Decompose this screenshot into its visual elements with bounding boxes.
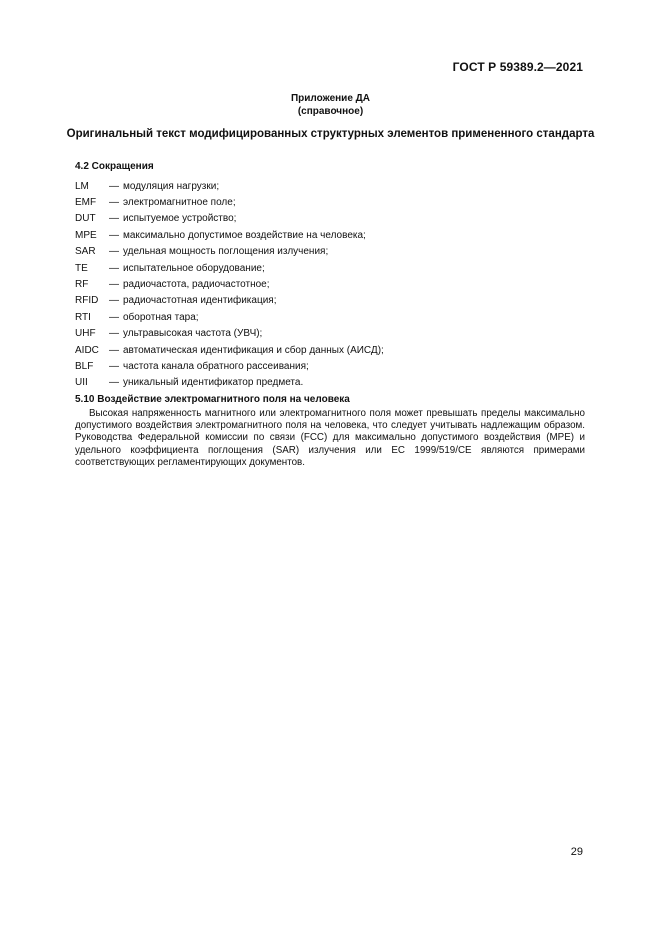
abbreviation-dash: — bbox=[109, 328, 119, 340]
abbreviation-dash: — bbox=[109, 262, 119, 274]
abbreviation-dash: — bbox=[109, 360, 119, 372]
abbreviation-row bbox=[75, 375, 595, 391]
abbreviation-row bbox=[75, 293, 595, 309]
abbreviation-term: BLF bbox=[75, 360, 94, 372]
abbreviation-dash: — bbox=[109, 279, 119, 291]
appendix-subtitle: (справочное) bbox=[297, 106, 364, 117]
abbreviation-row bbox=[75, 227, 595, 243]
abbreviation-term: AIDC bbox=[75, 344, 99, 356]
abbreviation-definition: ультравысокая частота (УВЧ); bbox=[123, 328, 263, 340]
appendix-heading bbox=[0, 92, 661, 118]
section-5-10-paragraph: Высокая напряженность магнитного или электромагнитного поля может превышать пределы максимально допустимого воздействия электромагнитного поля на человека, что следует учитывать надлежащим образом. Руководства Федеральной комиссии по связи (FCC) для максимально допустимого воздействия (MPE) и удельного коэффициента поглощения (SAR) излучения или ЕС 1999/519/СЕ являются примерами соответствующих регламентирующих документов. bbox=[75, 408, 585, 468]
abbreviation-dash: — bbox=[109, 246, 119, 258]
abbreviation-term: UHF bbox=[75, 328, 96, 340]
abbreviation-row bbox=[75, 358, 595, 374]
abbreviation-term: TE bbox=[75, 262, 88, 274]
abbreviation-term: LM bbox=[75, 180, 89, 192]
section-5-10-heading: 5.10 Воздействие электромагнитного поля на человека bbox=[75, 394, 350, 405]
abbreviation-definition: автоматическая идентификация и сбор данных (АИСД); bbox=[123, 344, 384, 356]
abbreviation-row bbox=[75, 260, 595, 276]
abbreviation-term: SAR bbox=[75, 246, 96, 258]
abbreviation-term: MPE bbox=[75, 229, 97, 241]
abbreviation-definition: испытательное оборудование; bbox=[123, 262, 265, 274]
abbreviation-row bbox=[75, 244, 595, 260]
appendix-title: Приложение ДА bbox=[290, 93, 371, 104]
section-4-2-heading: 4.2 Сокращения bbox=[75, 161, 154, 172]
abbreviation-dash: — bbox=[109, 344, 119, 356]
abbreviation-row bbox=[75, 211, 595, 227]
abbreviation-row bbox=[75, 194, 595, 210]
document-code: ГОСТ Р 59389.2—2021 bbox=[452, 60, 583, 74]
page-number: 29 bbox=[570, 846, 583, 858]
abbreviation-definition: модуляция нагрузки; bbox=[123, 180, 220, 192]
abbreviation-dash: — bbox=[109, 311, 119, 323]
abbreviation-row bbox=[75, 309, 595, 325]
abbreviation-definition: частота канала обратного рассеивания; bbox=[123, 360, 309, 372]
abbreviation-definition: радиочастота, радиочастотное; bbox=[123, 279, 270, 291]
abbreviation-definition: уникальный идентификатор предмета. bbox=[123, 377, 304, 389]
abbreviation-term: RFID bbox=[75, 295, 99, 307]
abbreviation-list bbox=[75, 178, 595, 391]
abbreviation-row bbox=[75, 178, 595, 194]
abbreviation-term: RF bbox=[75, 279, 89, 291]
abbreviation-dash: — bbox=[109, 180, 119, 192]
abbreviation-term: RTI bbox=[75, 311, 91, 323]
abbreviation-definition: электромагнитное поле; bbox=[123, 197, 236, 209]
main-title: Оригинальный текст модифицированных структурных элементов примененного стандарта bbox=[66, 128, 595, 140]
abbreviation-dash: — bbox=[109, 213, 119, 225]
abbreviation-definition: испытуемое устройство; bbox=[123, 213, 237, 225]
abbreviation-dash: — bbox=[109, 197, 119, 209]
abbreviation-row bbox=[75, 276, 595, 292]
abbreviation-definition: радиочастотная идентификация; bbox=[123, 295, 277, 307]
abbreviation-row bbox=[75, 326, 595, 342]
abbreviation-term: DUT bbox=[75, 213, 96, 225]
abbreviation-definition: удельная мощность поглощения излучения; bbox=[123, 246, 329, 258]
abbreviation-definition: максимально допустимое воздействие на человека; bbox=[123, 229, 366, 241]
abbreviation-dash: — bbox=[109, 229, 119, 241]
abbreviation-term: EMF bbox=[75, 197, 97, 209]
abbreviation-dash: — bbox=[109, 295, 119, 307]
abbreviation-row bbox=[75, 342, 595, 358]
abbreviation-definition: оборотная тара; bbox=[123, 311, 199, 323]
abbreviation-term: UII bbox=[75, 377, 88, 389]
abbreviation-dash: — bbox=[109, 377, 119, 389]
